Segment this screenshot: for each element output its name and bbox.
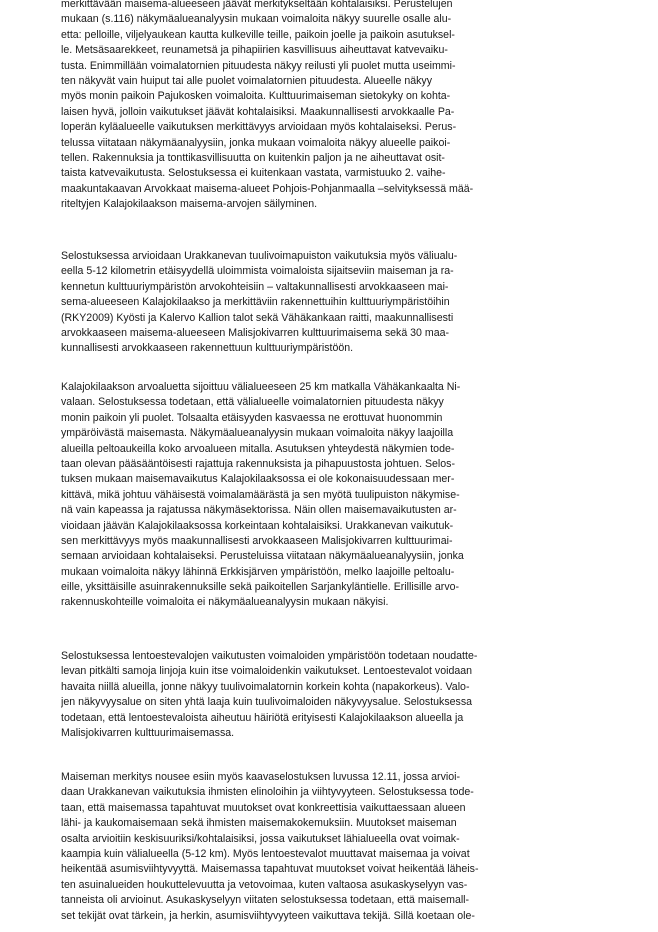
text-line: taista katvevaikutusta. Selostuksessa ei kuitenkaan vastata, varmistuuko 2. vaihe- (61, 167, 446, 180)
text-line: riteltyjen Kalajokilaakson maisema-arvojen säilyminen. (61, 198, 318, 211)
text-line: osalta arvioitiin keskisuuriksi/kohtalaisiksi, jossa vaikutukset lähialueella ovat voimak- (61, 832, 460, 845)
text-line: maakuntakaavan Arvokkaat maisema-alueet Pohjois-Pohjanmaalla –selvityksessä mää- (61, 182, 474, 195)
text-line: heikentää asumisviihtyvyyttä. Maisemassa tapahtuvat muutokset voivat heikentää läheis- (61, 863, 479, 876)
text-line: merkittävään maisema-alueeseen jäävät merkitykseltään kohtalaisiksi. Perustelujen (61, 0, 453, 10)
text-line: jen näkyvyysalue on siten yhtä laaja kuin tuulivoimaloiden näkyvyysalue. Selostuksessa (61, 696, 473, 709)
paragraph-living-conditions (61, 770, 597, 924)
text-line: ten asuinalueiden houkuttelevuutta ja vetovoimaa, kuten valtaosa asukaskyselyyn vas- (61, 878, 468, 891)
text-line: taan olevan pääsääntöisesti rajattuja rakennuksista ja pihapuustosta johtuen. Selos- (61, 457, 455, 470)
text-line: taan, että maisemassa tapahtuvat muutokset ovat konkreettisia vaikuttaessaan alueen (61, 801, 466, 814)
text-line: tanneista oli arvioinut. Asukaskyselyyn viitaten selostuksessa todetaan, että maisemall- (61, 894, 470, 907)
text-line: valaan. Selostuksessa todetaan, että välialueelle voimalatornien pituudesta näkyy (61, 396, 444, 409)
paragraph-kalajokilaakso (61, 380, 597, 611)
text-line: nä vain kapeassa ja rajatussa näkymäsektorissa. Näin ollen maisemavaikutusten ar- (61, 504, 457, 517)
text-line: (RKY2009) Kyösti ja Kalervo Kallion talot sekä Vähäkankaan raitti, maakunnallisesti (61, 311, 454, 324)
text-line: tellen. Rakennuksia ja tonttikasvillisuutta on kuitenkin paljon ja ne aiheuttavat osit- (61, 151, 445, 164)
text-line: kunnallisesti arvokkaaseen rakennettuun kulttuuriympäristöön. (61, 342, 354, 355)
text-line: monin paikoin yli puolet. Tolsaalta etäisyyden kasvaessa ne erottuvat huonommin (61, 411, 443, 424)
text-line: ympäröivästä maisemasta. Näkymäalueanalyysin mukaan voimaloita näkyy laajoilla (61, 427, 454, 440)
text-line: semaan arvioidaan kohtalaiseksi. Perusteluissa viitataan näkymäalueanalyysiin, jonka (61, 550, 464, 563)
text-line: le. Metsäsaarekkeet, reunametsä ja pihapiirien kasvillisuus aiheuttavat katvevaiku- (61, 44, 448, 57)
text-line: laisen hyvä, jolloin vaikutukset jäävät kohtalaisiksi. Maakunnallisesti arvokkaalle Pa- (61, 105, 455, 118)
text-line: lähi- ja kaukomaisemaan sekä ihmisten maisemakokemuksiin. Muutokset maiseman (61, 817, 457, 830)
text-line: ten näkyvät vain huiput tai alle puolet voimalatornien pituudesta. Alueelle näkyy (61, 74, 433, 87)
text-line: myös monin paikoin Pajukosken voimaloita. Kulttuurimaiseman sietokyky on kohta- (61, 90, 451, 103)
text-line: Selostuksessa lentoestevalojen vaikutusten voimaloiden ympäristöön todetaan noudatte- (61, 650, 478, 662)
text-line: kittävä, mikä johtuu vähäisestä voimalamäärästä ja sen myötä tuulipuiston näkymise- (61, 488, 460, 501)
paragraph-intermediate-zone (61, 249, 597, 357)
text-line: mukaan (s.116) näkymäalueanalyysin mukaan voimaloita näkyy suurelle osalle alu- (61, 13, 452, 26)
text-line: Maiseman merkitys nousee esiin myös kaavaselostuksen luvussa 12.11, jossa arvioi- (61, 771, 461, 783)
text-line: eille, yksittäisille asuinrakennuksille sekä paikoitellen Sarjankyläntielle. Erillisille arvo- (61, 581, 460, 594)
text-line: daan Urakkanevan vaikutuksia ihmisten elinoloihin ja viihtyvyyteen. Selostuksessa tode- (61, 786, 474, 799)
text-line: loperän kyläalueelle vaikutuksen merkittävyys arvioidaan myös kohtalaiseksi. Perus- (61, 121, 457, 134)
text-line: rakennuskohteille voimaloita ei näkymäalueanalyysin mukaan näkyisi. (61, 596, 389, 609)
text-line: alueilla peltoaukeilla koko arvoalueen mitalla. Asutuksen yhteydestä näkymien todе- (61, 442, 455, 455)
text-line: levan pitkälti samoja linjoja kuin itse voimaloidenkin vaikutukset. Lentoestevalot voidaan (61, 665, 473, 678)
text-line: Kalajokilaakson arvoaluetta sijoittuu välialueeseen 25 km matkalla Vähäkankaalta Ni- (61, 381, 461, 393)
text-line: mukaan voimaloita näkyy lähinnä Erkkisjärven ympäristöön, melko laajoille peltoalu- (61, 565, 455, 578)
text-line: eella 5-12 kilometrin etäisyydellä uloimmista voimaloista sijaitseviin maiseman ja ra- (61, 265, 454, 278)
text-line: Selostuksessa arvioidaan Urakkanevan tuulivoimapuiston vaikutuksia myös väliualu- (61, 250, 458, 262)
text-line: havaita niillä alueilla, jonne näkyy tuulivoimalatornin korkein kohta (napakorkeus). Valo- (61, 680, 470, 693)
text-line: vioidaan jäävän Kalajokilaaksossa korkeintaan kohtalaisiksi. Urakkanevan vaikutuk- (61, 519, 454, 532)
text-line: todetaan, että lentoestevaloista aiheutuu häiriötä erityisesti Kalajokilaakson alueella ja (61, 711, 464, 724)
paragraph-landscape-significance (61, 0, 597, 212)
text-line: kennetun kulttuuriympäristön arvokohteisiin – valtakunnallisesti arvokkaaseen mai- (61, 280, 449, 293)
text-line: Malisjokivarren kulttuurimaisemassa. (61, 726, 235, 739)
text-line: sema-alueeseen Kalajokilaakso ja merkittäviin rakennettuihin kulttuuriympäristöihin (61, 296, 450, 309)
text-line: telussa viitataan näkymäanalyysiin, jonka mukaan voimaloita näkyy alueelle paikoi- (61, 136, 451, 149)
paragraph-obstruction-lights (61, 649, 597, 741)
text-line: kaampia kuin välialueella (5-12 km). Myös lentoestevalot muuttavat maisemaa ja voivat (61, 847, 470, 860)
text-line: arvokkaaseen maisema-alueeseen Malisjokivarren kulttuurimaisema sekä 30 maa- (61, 326, 450, 339)
text-line: tusta. Enimmillään voimalatornien pituudesta näkyy reilusti yli puolet mutta useimmi- (61, 59, 456, 72)
text-line: tuksen mukaan maisemavaikutus Kalajokilaaksossa ei ole kokonaisuudessaan mer- (61, 473, 455, 486)
text-line: sen merkittävyys myös maakunnallisesti arvokkaaseen Malisjokivarren kulttuurimai- (61, 534, 453, 547)
text-line: set tekijät ovat tärkein, ja herkin, asumisviihtyvyyteen vaikuttava tekijä. Sillä koetaan ole- (61, 909, 475, 922)
text-line: etta: pelloille, viljelyaukean kautta kulkeville teille, paikoin joelle ja paikoin asutuksel- (61, 28, 455, 41)
